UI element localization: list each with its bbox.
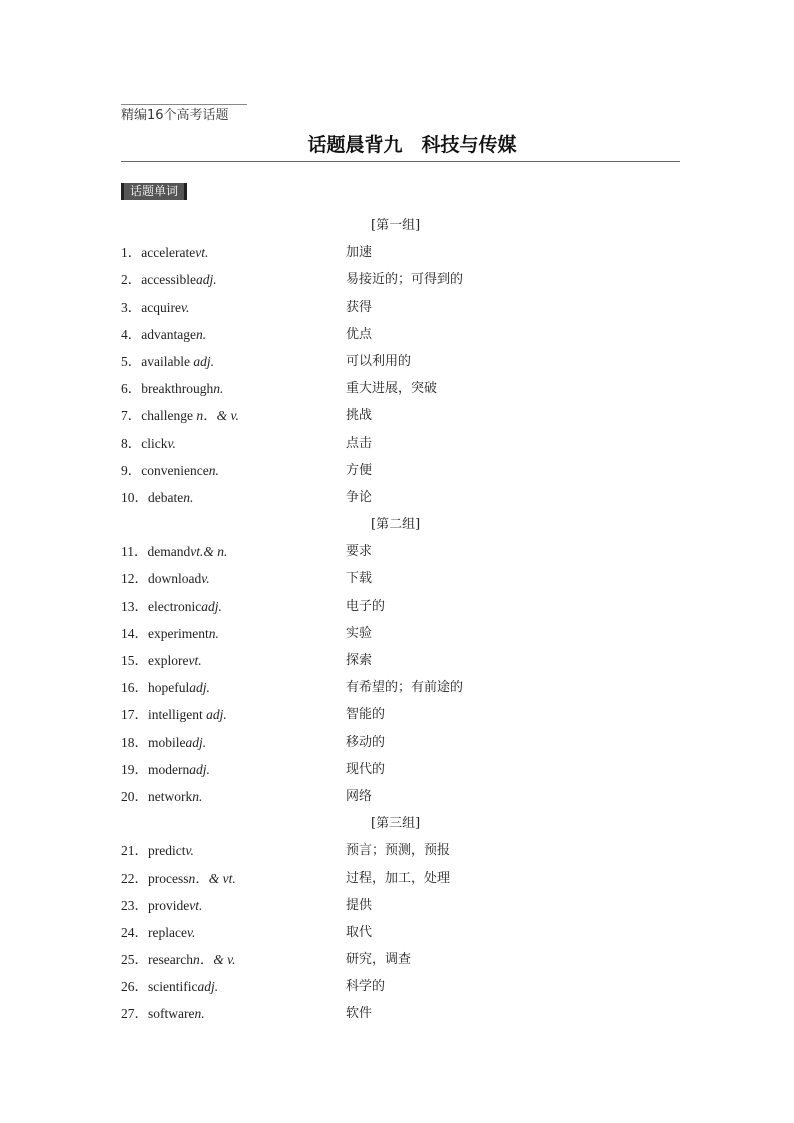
vocab-word: provide xyxy=(148,897,190,913)
vocab-row xyxy=(121,375,681,402)
vocab-number: 12． xyxy=(121,571,148,587)
vocab-entry xyxy=(121,946,346,973)
vocab-entry xyxy=(121,348,346,375)
part-of-speech: v. xyxy=(180,299,190,315)
vocab-row xyxy=(121,674,681,701)
vocab-entry xyxy=(121,701,346,728)
vocab-meaning: 移动的 xyxy=(346,734,386,750)
vocab-row xyxy=(121,1000,681,1027)
vocab-word: electronic xyxy=(148,598,202,614)
vocab-entry xyxy=(121,321,346,348)
vocab-row xyxy=(121,729,681,756)
vocab-number: 5． xyxy=(121,353,142,369)
vocab-entry xyxy=(121,239,346,266)
vocab-row xyxy=(121,538,681,565)
vocab-word: click xyxy=(141,435,168,451)
vocab-number: 16． xyxy=(121,680,148,696)
vocab-meaning: 现代的 xyxy=(346,761,386,777)
vocab-number: 13． xyxy=(121,598,148,614)
part-of-speech: adj. xyxy=(189,680,210,696)
vocab-meaning: 下载 xyxy=(346,571,373,587)
vocab-word: acquire xyxy=(141,299,181,315)
vocab-meaning: 智能的 xyxy=(346,707,386,723)
vocab-entry xyxy=(121,457,346,484)
vocab-number: 11． xyxy=(121,544,148,560)
vocab-number: 27． xyxy=(121,1006,148,1022)
part-of-speech: adj. xyxy=(193,353,214,369)
part-of-speech: v. xyxy=(201,571,210,587)
part-of-speech: n. xyxy=(195,326,207,342)
vocab-number: 4． xyxy=(121,326,142,342)
vocab-word: software xyxy=(148,1006,195,1022)
vocab-meaning: 软件 xyxy=(346,1006,373,1022)
part-of-speech: v. xyxy=(185,843,194,859)
part-of-speech: n．& vt. xyxy=(188,870,236,886)
vocab-word: advantage xyxy=(141,326,196,342)
vocab-meaning: 挑战 xyxy=(346,408,373,424)
vocab-number: 23． xyxy=(121,897,148,913)
vocab-number: 25． xyxy=(121,952,148,968)
vocab-number: 6． xyxy=(121,381,142,397)
vocab-word: download xyxy=(148,571,202,587)
part-of-speech: vt.& n. xyxy=(190,544,228,560)
vocab-number: 17． xyxy=(121,707,148,723)
vocab-meaning: 可以利用的 xyxy=(346,353,412,369)
vocab-meaning: 取代 xyxy=(346,924,373,940)
vocab-meaning: 科学的 xyxy=(346,979,386,995)
vocab-row xyxy=(121,973,681,1000)
vocab-entry xyxy=(121,837,346,864)
vocab-number: 10． xyxy=(121,489,148,505)
part-of-speech: adj. xyxy=(201,598,222,614)
vocab-number: 2． xyxy=(121,272,142,288)
vocab-meaning: 有希望的；有前途的 xyxy=(346,680,464,696)
part-of-speech: n．& v. xyxy=(196,408,239,424)
part-of-speech: n. xyxy=(192,788,203,804)
part-of-speech: n. xyxy=(194,1006,205,1022)
vocab-entry xyxy=(121,892,346,919)
vocab-entry xyxy=(121,674,346,701)
vocab-number: 3． xyxy=(121,299,142,315)
vocab-number: 1． xyxy=(121,245,142,261)
vocab-entry xyxy=(121,430,346,457)
vocab-entry xyxy=(121,294,346,321)
vocab-word: accelerate xyxy=(141,245,196,261)
part-of-speech: adj. xyxy=(206,707,227,723)
part-of-speech: vt. xyxy=(189,897,203,913)
vocab-number: 18． xyxy=(121,734,148,750)
vocab-row xyxy=(121,620,681,647)
vocab-row xyxy=(121,892,681,919)
vocab-row xyxy=(121,565,681,592)
vocab-number: 22． xyxy=(121,870,148,886)
vocab-meaning: 点击 xyxy=(346,435,373,451)
group-heading: [第三组] xyxy=(371,816,421,832)
vocab-number: 26． xyxy=(121,979,148,995)
group-heading: [第二组] xyxy=(371,517,421,533)
vocab-word: replace xyxy=(148,924,187,940)
vocab-meaning: 探索 xyxy=(346,653,373,668)
vocab-meaning: 要求 xyxy=(346,544,373,560)
vocab-meaning: 电子的 xyxy=(346,598,386,614)
vocab-meaning: 过程，加工，处理 xyxy=(346,870,451,886)
vocab-entry xyxy=(121,729,346,756)
vocab-list xyxy=(121,212,681,1028)
vocab-number: 8． xyxy=(121,435,142,451)
vocab-entry xyxy=(121,375,346,402)
vocab-number: 21． xyxy=(121,843,148,859)
vocab-word: convenience xyxy=(141,462,209,478)
vocab-row xyxy=(121,701,681,728)
part-of-speech: adj. xyxy=(189,761,210,777)
vocab-word: scientific xyxy=(148,979,198,995)
vocab-word: demand xyxy=(147,544,191,560)
vocab-number: 19． xyxy=(121,761,148,777)
vocab-word: process xyxy=(148,870,189,886)
vocab-word: predict xyxy=(148,843,186,859)
vocab-entry xyxy=(121,266,346,293)
vocab-row xyxy=(121,919,681,946)
vocab-entry xyxy=(121,593,346,620)
vocab-word: modern xyxy=(148,761,190,777)
vocab-row xyxy=(121,430,681,457)
vocab-meaning: 实验 xyxy=(346,625,373,641)
part-of-speech: n. xyxy=(208,462,219,478)
vocab-number: 20． xyxy=(121,788,148,804)
vocab-word: research xyxy=(148,952,193,968)
vocab-row xyxy=(121,266,681,293)
vocab-entry xyxy=(121,402,346,429)
vocab-row xyxy=(121,837,681,864)
vocab-meaning: 重大进展，突破 xyxy=(346,381,438,397)
vocab-meaning: 研究，调查 xyxy=(346,952,412,968)
vocab-row xyxy=(121,756,681,783)
vocab-number: 24． xyxy=(121,924,148,940)
vocab-word: debate xyxy=(148,489,184,505)
vocab-row xyxy=(121,294,681,321)
vocab-word: hopeful xyxy=(148,680,190,696)
vocab-meaning: 争论 xyxy=(346,489,373,505)
vocab-entry xyxy=(121,647,346,674)
part-of-speech: v. xyxy=(186,924,196,940)
section-tag: 话题单词 xyxy=(121,183,187,200)
part-of-speech: n. xyxy=(183,489,194,505)
vocab-number: 14． xyxy=(121,625,148,641)
part-of-speech: n．& v. xyxy=(192,952,236,968)
vocab-word: mobile xyxy=(148,734,186,750)
series-label: 精编16个高考话题 xyxy=(121,108,229,123)
vocab-entry xyxy=(121,783,346,810)
part-of-speech: adj. xyxy=(185,734,207,750)
group-heading: [第一组] xyxy=(371,218,421,233)
vocab-entry xyxy=(121,565,346,592)
vocab-word: accessible xyxy=(141,272,196,288)
vocab-entry xyxy=(121,865,346,892)
vocab-row xyxy=(121,647,681,674)
vocab-row xyxy=(121,321,681,348)
vocab-entry xyxy=(121,538,346,565)
vocab-entry xyxy=(121,973,346,1000)
page-title: 话题晨背九 科技与传媒 xyxy=(307,134,517,156)
vocab-entry xyxy=(121,1000,346,1027)
vocab-row xyxy=(121,593,681,620)
vocab-number: 15． xyxy=(121,653,148,668)
vocab-row xyxy=(121,783,681,810)
vocab-entry xyxy=(121,919,346,946)
vocab-word: network xyxy=(148,788,193,804)
vocab-number: 9． xyxy=(121,462,142,478)
vocab-meaning: 加速 xyxy=(346,245,373,261)
vocab-number: 7． xyxy=(121,408,142,424)
vocab-entry xyxy=(121,484,346,511)
vocab-row xyxy=(121,348,681,375)
part-of-speech: adj. xyxy=(195,272,217,288)
vocab-row xyxy=(121,239,681,266)
part-of-speech: n. xyxy=(208,625,219,641)
vocab-row xyxy=(121,402,681,429)
vocab-row xyxy=(121,865,681,892)
part-of-speech: vt. xyxy=(195,245,209,261)
vocab-meaning: 预言；预测，预报 xyxy=(346,843,451,859)
vocab-entry xyxy=(121,620,346,647)
vocab-meaning: 方便 xyxy=(346,462,373,478)
vocab-entry xyxy=(121,756,346,783)
vocab-meaning: 易接近的；可得到的 xyxy=(346,272,464,288)
part-of-speech: adj. xyxy=(197,979,219,995)
part-of-speech: vt. xyxy=(188,653,202,668)
part-of-speech: v. xyxy=(167,435,176,451)
vocab-meaning: 提供 xyxy=(346,897,373,913)
vocab-word: experiment xyxy=(148,625,209,641)
vocab-word: challenge xyxy=(141,408,197,424)
vocab-word: intelligent xyxy=(148,707,207,723)
vocab-word: breakthrough xyxy=(141,381,214,397)
vocab-row xyxy=(121,484,681,511)
title-rule xyxy=(121,161,680,162)
part-of-speech: n. xyxy=(213,381,224,397)
vocab-row xyxy=(121,946,681,973)
vocab-meaning: 网络 xyxy=(346,788,373,804)
vocab-word: available xyxy=(141,353,194,369)
vocab-word: explore xyxy=(148,653,189,668)
vocab-meaning: 优点 xyxy=(346,326,373,342)
vocab-meaning: 获得 xyxy=(346,299,373,315)
vocab-row xyxy=(121,457,681,484)
